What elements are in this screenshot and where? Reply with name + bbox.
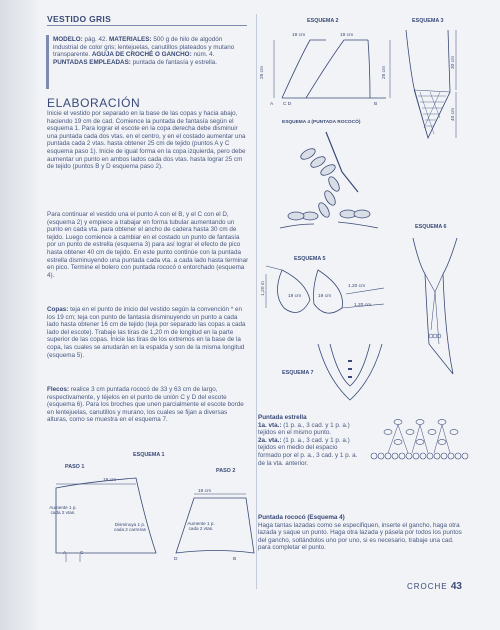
section-title: VESTIDO GRIS <box>47 14 112 24</box>
aguja-label: AGUJA DE CROCHÉ O GANCHO: <box>91 51 192 59</box>
esquema-2-width-a: 19 cm <box>292 33 306 38</box>
esquema-3-height-40: 40 cm <box>451 107 457 122</box>
esquema-6-title: ESQUEMA 6 <box>415 224 447 230</box>
intro-accent-bar <box>46 35 49 89</box>
esquema-5-strap-bottom: 1.20 cm <box>354 303 372 308</box>
esquema-5-cup-left: 19 cm <box>288 294 302 299</box>
footer-magazine-label: CROCHE <box>406 582 448 591</box>
esquema-5-title: ESQUEMA 5 <box>294 256 326 262</box>
esquema-6-drawing <box>405 234 465 384</box>
elaboracion-paragraph-1: Inicie el vestido por separado en la base de las copas y hacia abajo, haciendo 19 cm de cad. Comience la puntada de fantasía según el esquema 1. Para lograr el escote en la copa derecha debe disminuir una puntada cada dos vtas. en el centro, y en el costado aumentar una puntada cada 2 vtas. hasta obtener 25 cm de tejido (puntos A y C esquema paso 1). Inicie de igual forma en la copa izquierda, pero debe aumentar un punto en ambos lados cada dos vtas. hasta lograr 25 cm de tejido (puntos B y D esquema paso 2). <box>47 110 246 171</box>
esquema-7-title: ESQUEMA 7 <box>282 370 314 376</box>
estrella-heading: Puntada estrella <box>258 414 307 421</box>
flecos-paragraph <box>47 386 249 424</box>
estrella-stitch-diagram <box>368 416 472 472</box>
point-b-label: B <box>233 557 237 562</box>
paso-2-label: PASO 2 <box>216 468 236 474</box>
esquema-3-title: ESQUEMA 3 <box>412 18 444 24</box>
esquema-3-drawing <box>400 28 460 148</box>
page-footer <box>407 581 462 592</box>
esquema-1-title: ESQUEMA 1 <box>133 452 165 458</box>
page-binding-shadow <box>0 0 38 630</box>
materiales-value: 500 g de hilo de algodón industrial de color gris; lentejuelas, canutillos plateados y mutano transparente. <box>53 36 235 59</box>
rococo-text: Haga tantas lazadas como se especifiquen, inserte el gancho, haga otra lazada y saque un punto. Haga otra lazada y pásela por todos los puntos del gancho, soltándolos uno por uno, si es necesario, trabaje una cad. para completar el punto. <box>258 521 462 552</box>
esquema-2-height-b: 25 cm <box>382 65 388 80</box>
aguja-value: núm. 4. <box>193 51 215 59</box>
copas-text: teja en el punto de inicio del vestido según la convención * en los 19 cm; teja con punto de fantasía disminuyendo un punto a cada lado hasta obtener 16 cm de tejido (teja por separado las copas a cada lado del escote). Trabaje las tiras de 1,20 m de longitud en la parte superior de las copas. Inicie las tiras de los extremos en la base de la copa, las cuales se anudarán en la espalda y son de la misma longitud (esquema 5). <box>47 306 246 359</box>
column-divider <box>256 14 257 589</box>
materiales-label: MATERIALES: <box>109 36 152 43</box>
estrella-v1-label: 1a. vta.: <box>258 421 282 429</box>
point-a-label: A <box>63 551 67 556</box>
estrella-v2-label: 2a. vta.: <box>258 436 282 444</box>
title-rule <box>47 25 247 26</box>
esquema-2-point-cd: C D <box>283 102 292 107</box>
modelo-label: MODELO: <box>53 36 83 43</box>
rococo-heading: Puntada rococó (Esquema 4) <box>258 514 345 521</box>
esquema-5-strap-left: 1,20 m <box>260 281 266 296</box>
esquema-1-width-a: 19 cm <box>103 478 117 483</box>
esquema-7-drawing <box>310 340 390 410</box>
paso-1-label: PASO 1 <box>65 464 85 470</box>
esquema-2-width-b: 19 cm <box>340 33 354 38</box>
esquema-2-title: ESQUEMA 2 <box>307 18 339 24</box>
esquema-2-height-a: 25 cm <box>260 65 266 80</box>
esquema-4-title: ESQUEMA 4 (PUNTADA ROCOCÓ) <box>282 120 361 125</box>
esquema-3-height-30: 30 cm <box>451 55 457 70</box>
puntadas-label: PUNTADAS EMPLEADAS: <box>53 58 131 66</box>
esquema-5-cup-right: 19 cm <box>318 294 332 299</box>
esquema-5-strap-top: 1.20 cm <box>348 284 366 289</box>
puntadas-value: puntada de fantasía y estrella. <box>132 58 218 66</box>
esquema-4-drawing <box>278 132 388 242</box>
copas-label: Copas: <box>47 306 69 313</box>
copas-paragraph <box>47 306 249 359</box>
rococo-block <box>258 514 464 552</box>
esquema-1-drawing <box>46 468 256 578</box>
flecos-text: realice 3 cm puntada rococó de 33 y 63 cm de largo, respectivamente, y téjelos en el punto de unión C y D del escote (esquema 6). Para los broches que unen parcialmente el escote borde en lentejuelas, canutillos y murano, los cuales se fijan a diversas alturas, como se muestra en el esquema 7. <box>47 386 244 424</box>
estrella-v2-text: (1 p. a., 3 cad. y 1 p. a.) tejidos en medio del espacio formado por el p. a., 3 cad. y 1 p. a. de la vta. anterior. <box>258 436 358 467</box>
esquema-1-aumente-2: Aumente 1 p. cada 2 vtas. <box>187 521 215 532</box>
estrella-v1-text: (1 p. a., 3 cad. y 1 p. a.) tejidos en el mismo punto. <box>258 421 350 437</box>
esquema-1-width-b: 19 cm <box>198 489 212 494</box>
elaboracion-heading: ELABORACIÓN <box>47 96 141 110</box>
flecos-label: Flecos: <box>47 386 70 393</box>
point-c-label: C <box>80 551 84 556</box>
esquema-1-aumente-1: Aumente 1 p. cada 2 vtas. <box>49 505 77 516</box>
modelo-value: pág. 42. <box>84 36 108 43</box>
esquema-2-drawing <box>266 38 396 108</box>
page-number: 43 <box>450 581 462 592</box>
elaboracion-paragraph-2: Para continuar el vestido una el punto A con el B, y el C con el D, (esquema 2) y empiece a trabajar en forma tubular aumentando un punto en cada vta. para obtener el ancho de cadera hasta 30 cm de tejido. Luego comience a cambiar en el costado un punto de fantasía por un punto de estrella (esquema 3) para así lograr el efecto de pico hasta obtener 40 cm de tejido. En este punto continúe con la puntada estrella disminuyendo una puntada cada vta. a cada lado hasta terminar en pico. Termine el bolero con puntada rococó o entorchado (esquema 4). <box>47 211 249 279</box>
esquema-2-point-b: B <box>374 102 378 107</box>
esquema-1-disminuya: Disminuya 1 p. cada 2 carreras <box>114 522 146 533</box>
point-d-label: D <box>174 557 178 562</box>
estrella-block <box>258 414 362 467</box>
esquema-5-drawing <box>262 264 392 334</box>
intro-block <box>53 36 249 66</box>
esquema-2-point-a: A <box>270 102 274 107</box>
